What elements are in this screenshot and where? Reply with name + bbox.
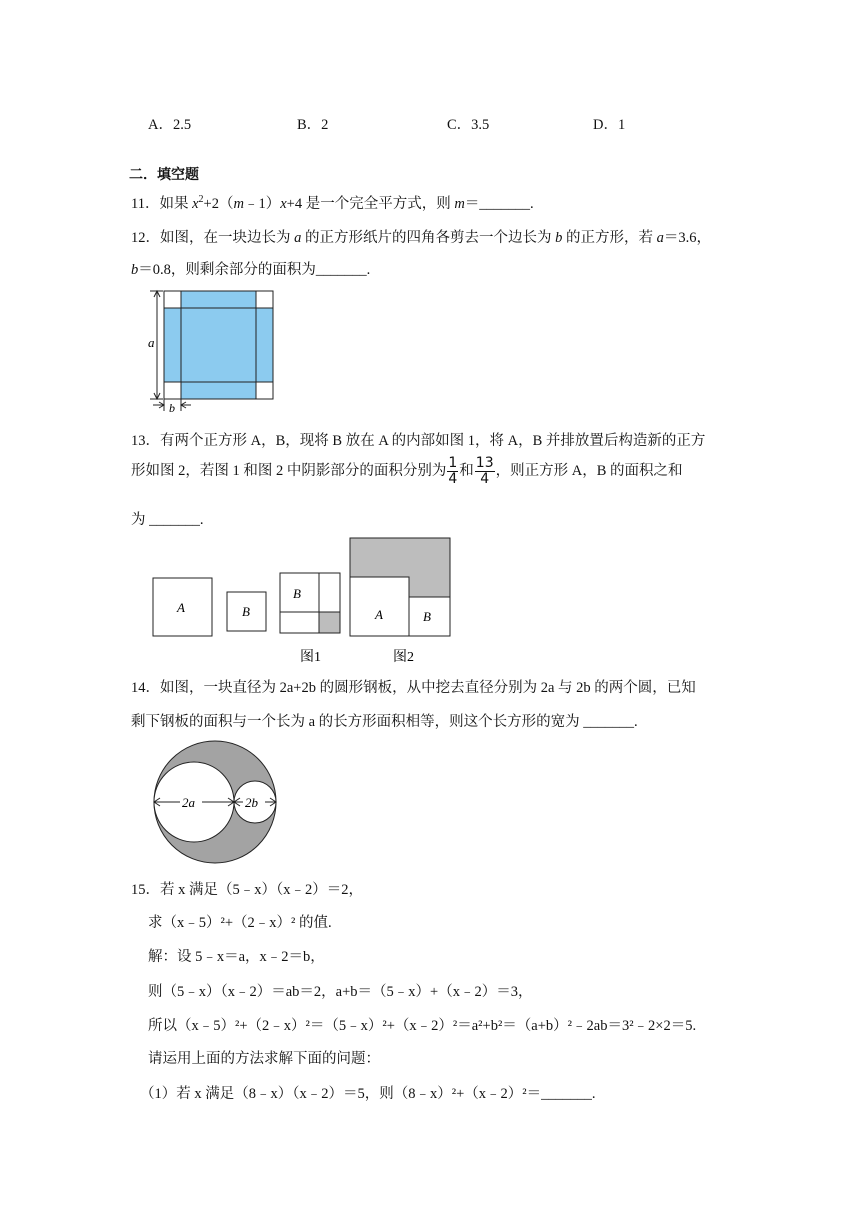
question-14-line-2: 剩下钢板的面积与一个长为 a 的长方形面积相等，则这个长方形的宽为 _______. [131,714,638,730]
q11-text-5: ＝_______. [464,196,534,212]
q13-and: 和 [459,462,474,479]
question-13-line-1: 13．有两个正方形 A，B，现将 B 放在 A 的内部如图 1，将 A，B 并排放置后构造新的正方 [131,433,706,449]
question-15-line-3: 解：设 5﹣x＝a，x﹣2＝b， [148,949,325,965]
q13-fig1-caption: 图1 [300,650,321,665]
q13-label-b: B [242,604,250,619]
q11-text: 如果 [159,196,193,212]
q13-frac2-num: 13 [475,455,494,471]
q13-frac1-num: 1 [448,455,458,471]
question-15-line-4: 则（5﹣x）（x﹣2）＝ab＝2，a+b＝（5﹣x）+（x﹣2）＝3， [148,984,533,1000]
choice-b: B．2 [297,117,329,133]
q12-var-b: b [555,230,563,246]
q13-fig1-shade [319,612,340,633]
q12-corner-bl [164,382,181,399]
q13-frac1-den: 4 [448,471,458,487]
question-15-line-7: （1）若 x 满足（8﹣x）（x﹣2）＝5，则（8﹣x）²+（x﹣2）²＝_______. [140,1086,596,1102]
q13-text-post: ，则正方形 A，B 的面积之和 [495,462,683,479]
choice-a: A．2.5 [148,117,192,133]
q12-corner-tr [256,291,273,308]
q12-text-4: ＝3.6， [663,230,711,246]
q12-corner-tl [164,291,181,308]
q13-fig2-label-b: B [423,609,431,624]
question-15-line-1: 15．若 x 满足（5﹣x）（x﹣2）＝2， [131,882,363,898]
question-13-line-2 [131,456,683,487]
q12-corner-br [256,382,273,399]
q14-label-2a: 2a [182,795,195,810]
question-15-line-2: 求（x﹣5）²+（2﹣x）² 的值. [148,915,332,931]
question-14-line-1: 14．如图，一块直径为 2a+2b 的圆形钢板，从中挖去直径分别为 2a 与 2b 的两个圆，已知 [131,680,696,696]
q12-var-a: a [294,230,302,246]
choice-d: D．1 [593,117,626,133]
q13-fig2-label-a: A [375,607,383,622]
q12-text-1: 12．如图，在一块边长为 [131,230,295,246]
q11-text-3: ﹣1） [243,196,281,212]
q11-number: 11． [131,196,160,212]
q12-var-a-2: a [656,230,664,246]
q12-text-3: 的正方形，若 [562,230,657,246]
q14-figure [150,740,280,865]
q13-figures [150,535,455,667]
choice-c: C．3.5 [447,117,490,133]
q11-var-x-2: x [280,196,287,212]
q12-figure [145,287,280,415]
q14-label-2b: 2b [245,795,258,810]
q13-fraction-2 [475,456,495,487]
q11-text-4: +4 是一个完全平方式，则 [286,196,455,212]
question-12-line-1 [131,226,711,247]
question-12-line-2 [131,258,370,279]
section-title: 二．填空题 [129,167,199,183]
q12-text-2: 的正方形纸片的四角各剪去一个边长为 [301,230,556,246]
question-11 [131,192,534,213]
q13-text-pre: 形如图 2，若图 1 和图 2 中阴影部分的面积分别为 [131,462,447,479]
q13-fraction-1 [447,456,458,487]
q11-var-m: m [233,196,244,212]
q12-label-a: a [148,335,155,350]
q12-text-5: ＝0.8，则剩余部分的面积为_______. [138,262,371,278]
question-15-line-5: 所以（x﹣5）²+（2﹣x）²＝（5﹣x）²+（x﹣2）²＝a²+b²＝（a+b）²﹣2ab＝3²﹣2×2＝5. [148,1018,697,1034]
question-13-line-3: 为 _______. [131,512,204,528]
q11-var-m-2: m [454,196,465,212]
q12-label-b: b [169,401,175,415]
q11-text-2: +2（ [203,196,234,212]
q13-fig1-label-b: B [293,586,301,601]
q11-exponent: 2 [198,194,204,206]
q13-label-a: A [177,600,185,615]
question-15-line-6: 请运用上面的方法求解下面的问题： [148,1051,380,1067]
q12-var-b-2: b [131,262,139,278]
q11-var-x: x [192,196,199,212]
q13-frac2-den: 4 [480,471,490,487]
q13-fig2-caption: 图2 [393,650,414,665]
